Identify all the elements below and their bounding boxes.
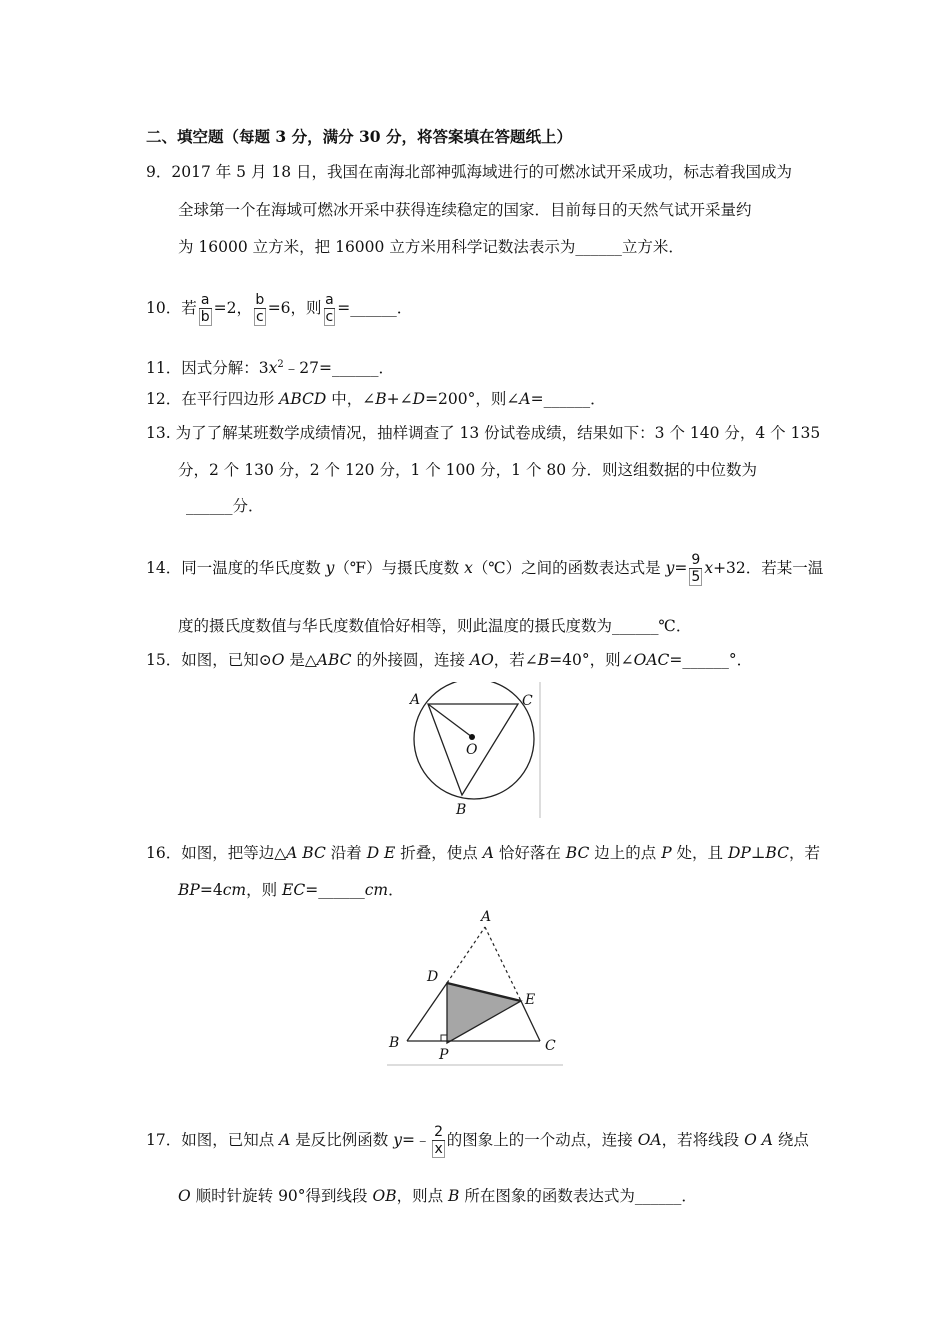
label-d: D [427, 969, 439, 985]
q14-line2: 度的摄氏度数值与华氏度数值恰好相等，则此温度的摄氏度数为______℃． [178, 617, 692, 635]
q12: 12．在平行四边形 ABCD 中，∠B+∠D=200°，则∠A=______． [146, 390, 606, 408]
fraction-b-c: $\frac{b}{c}$ [255, 292, 265, 325]
q16-fold-figure [385, 905, 565, 1070]
fraction-a-c: $\frac{a}{c}$ [325, 292, 334, 325]
label-a: A [481, 909, 492, 925]
answer-blank: ______ [575, 238, 622, 256]
q15-circle-figure [400, 682, 550, 822]
fraction-9-5: $\frac{9}{5}$ [691, 552, 701, 585]
q15: 15．如图，已知⊙O 是△ABC 的外接圆，连接 AO，若∠B=40°，则∠OAC=______°． [146, 651, 753, 669]
answer-blank: ______ [682, 651, 729, 669]
side-bd [407, 983, 447, 1041]
center-point [469, 734, 475, 740]
answer-blank: ______ [612, 617, 659, 635]
label-e: E [525, 992, 536, 1008]
fraction-2-x: $\frac{2}{x}$ [434, 1124, 444, 1157]
q10: 10．若 $\frac{a}{b}$ =2， $\frac{b}{c}$ =6，则 $\frac{a}{c}$ =______． [146, 292, 413, 325]
q11: 11．因式分解：$3x^2﹣27=\_\_\_\_\_\_$． [146, 359, 394, 378]
q17-line1: 17．如图，已知点 A 是反比例函数 y=﹣ $\frac{2}{x}$ 的图象上的一个动点，连接 OA，若将线段 O A 绕点 [146, 1124, 809, 1157]
label-a: A [410, 692, 421, 708]
section-title: 二、填空题（每题 3 分，满分 30 分，将答案填在答题纸上） [146, 127, 572, 146]
answer-blank: ______ [331, 359, 379, 378]
label-b: B [389, 1035, 400, 1051]
q13-line3: ______分． [186, 497, 264, 515]
answer-blank: ______ [186, 497, 233, 515]
label-o: O [466, 742, 478, 758]
label-p: P [439, 1047, 449, 1063]
q13-line1: 13. 为了了解某班数学成绩情况，抽样调查了 13 份试卷成绩，结果如下：3 个 140 分，4 个 135 [146, 424, 821, 442]
dashed-ae [485, 927, 521, 1001]
q9-line3: 为 16000 立方米，把 16000 立方米用科学记数法表示为______立方米． [178, 238, 684, 256]
answer-blank: ______ [634, 1187, 682, 1205]
q9-line1: 9．2017 年 5 月 18 日，我国在南海北部神弧海域进行的可燃冰试开采成功，标志着我国成为 [146, 163, 793, 181]
q16-line1: 16．如图，把等边△A BC 沿着 D E 折叠，使点 A 恰好落在 BC 边上的点 P 处，且 DP⊥BC，若 [146, 844, 820, 862]
dashed-da [447, 927, 485, 983]
circumcircle [414, 682, 534, 799]
q14-line1: 14．同一温度的华氏度数 y（℉）与摄氏度数 x（℃）之间的函数表达式是 y= $\frac{9}{5}$ x+32．若某一温 [146, 552, 824, 585]
label-c: C [545, 1038, 556, 1054]
fraction-a-b: $\frac{a}{b}$ [200, 292, 210, 325]
right-angle-mark [441, 1035, 447, 1041]
answer-blank: ______ [543, 390, 591, 408]
label-b: B [456, 802, 467, 818]
q16-line2: BP=4cm，则 EC=______cm． [178, 881, 404, 899]
answer-blank: ______ [350, 299, 397, 317]
q13-line2: 分，2 个 130 分，2 个 120 分，1 个 100 分，1 个 80 分．则这组数据的中位数为 [178, 461, 758, 479]
label-c: C [522, 693, 533, 709]
q9-line2: 全球第一个在海域可燃冰开采中获得连续稳定的国家．目前每日的天然气试开采量约 [178, 201, 752, 219]
q17-line2: O 顺时针旋转 90°得到线段 OB，则点 B 所在图象的函数表达式为______． [178, 1187, 697, 1205]
answer-blank: ______ [318, 881, 365, 899]
